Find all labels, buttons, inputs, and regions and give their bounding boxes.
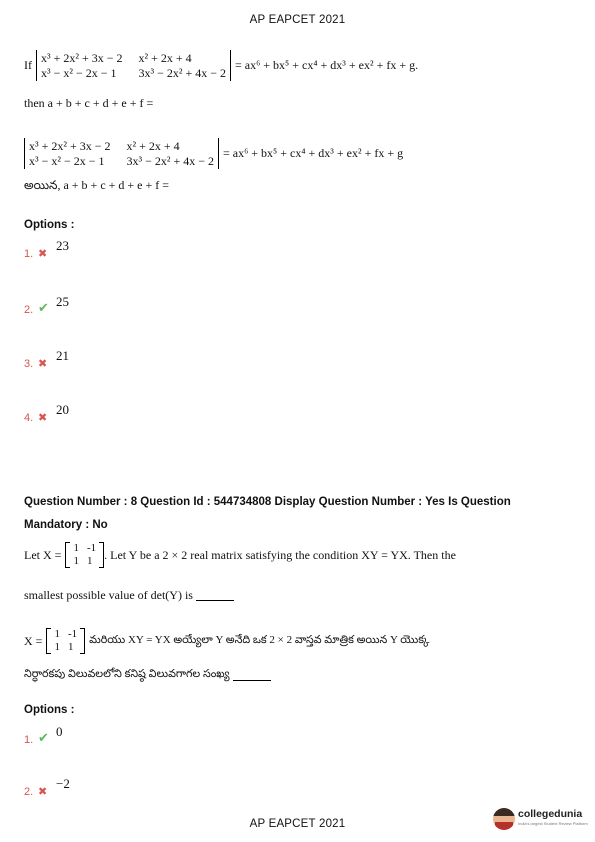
logo-tagline: India's largest Student Review Platform [518, 821, 588, 826]
cross-icon: ✖ [38, 786, 48, 798]
matrix-cell: -1 [67, 628, 78, 640]
det-cell: x² + 2x + 4 [138, 51, 192, 65]
q2-line-te-1 [24, 628, 429, 654]
option-number: 4. [24, 412, 34, 424]
det-cell: 3x³ − 2x² + 4x − 2 [138, 66, 226, 80]
mascot-icon [493, 808, 515, 830]
det-cell: x³ + 2x² + 3x − 2 [41, 51, 123, 65]
page-header: AP EAPCET 2021 [249, 14, 346, 26]
q2-line-te-2 [24, 668, 271, 683]
matrix-cell: 1 [73, 542, 79, 554]
det-cell: x³ + 2x² + 3x − 2 [29, 139, 111, 153]
option-value: 23 [56, 238, 69, 253]
matrix-x [46, 628, 85, 654]
check-icon: ✔ [38, 730, 49, 745]
option-value: 25 [56, 294, 69, 309]
check-icon: ✔ [38, 300, 49, 315]
det-cell: x³ − x² − 2x − 1 [41, 66, 117, 80]
q1-rhs-te: = ax⁶ + bx⁵ + cx⁴ + dx³ + ex² + fx + g [223, 146, 404, 160]
collegedunia-logo[interactable] [493, 808, 588, 830]
q1-then-te: అయిన, a + b + c + d + e + f = [24, 178, 170, 192]
question-header: Question Number : 8 Question Id : 544734808 Display Question Number : Yes Is Question Mandatory : No [24, 496, 511, 531]
option-2[interactable] [24, 776, 70, 798]
option-number: 1. [24, 734, 34, 746]
q2-line-en-1 [24, 542, 456, 568]
answer-blank [233, 670, 271, 681]
let-x-label: Let X = [24, 547, 62, 562]
determinant-grid [37, 50, 230, 81]
determinant-grid [25, 138, 218, 169]
q2-text-en-1: . Let Y be a 2 × 2 real matrix satisfying the condition XY = YX. Then the [104, 547, 456, 562]
option-3[interactable] [24, 348, 69, 370]
q2-text-en-2: smallest possible value of det(Y) is [24, 588, 193, 602]
matrix-cell: 1 [67, 641, 74, 653]
logo-name: collegedunia [518, 808, 583, 820]
det-cell: 3x³ − 2x² + 4x − 2 [126, 154, 214, 168]
q1-determinant-en [24, 50, 418, 81]
q2-text-te-1: మరియు XY = YX అయ్యేలా Y అనేది ఒక 2 × 2 వాస్తవ మాత్రిక అయిన Y యొక్క [89, 633, 430, 646]
option-number: 3. [24, 358, 34, 370]
option-value: 21 [56, 348, 69, 363]
cross-icon: ✖ [38, 248, 48, 260]
cross-icon: ✖ [38, 358, 48, 370]
q1-options-title: Options : [24, 219, 75, 231]
q1-prefix: If [24, 58, 32, 72]
option-1[interactable] [24, 238, 69, 260]
cross-icon: ✖ [38, 412, 48, 424]
x-eq-label: X = [24, 633, 43, 648]
q2-line-en-2 [24, 588, 234, 603]
page-footer: AP EAPCET 2021 [249, 818, 346, 830]
option-4[interactable] [24, 402, 69, 424]
option-number: 2. [24, 304, 34, 316]
matrix-cell: 1 [54, 641, 60, 653]
option-number: 1. [24, 248, 34, 260]
det-cell: x² + 2x + 4 [126, 139, 180, 153]
q2-options-title: Options : [24, 704, 75, 716]
option-value: 20 [56, 402, 69, 417]
q1-determinant-te [24, 138, 403, 169]
option-number: 2. [24, 786, 34, 798]
matrix-cell: 1 [86, 555, 93, 567]
q2-text-te-2: నిర్ధారకపు విలువలలోని కనిష్ఠ విలువగాగల సంఖ్య [24, 668, 230, 680]
matrix-cell: 1 [73, 555, 79, 567]
option-2[interactable] [24, 294, 69, 316]
det-cell: x³ − x² − 2x − 1 [29, 154, 105, 168]
option-value: −2 [56, 776, 70, 791]
option-1[interactable] [24, 724, 63, 746]
answer-blank [196, 590, 234, 601]
q1-then-en: then a + b + c + d + e + f = [24, 96, 154, 110]
option-value: 0 [56, 724, 63, 739]
q1-rhs-en: = ax⁶ + bx⁵ + cx⁴ + dx³ + ex² + fx + g. [235, 58, 419, 72]
matrix-x [65, 542, 104, 568]
matrix-cell: -1 [86, 542, 97, 554]
matrix-cell: 1 [54, 628, 60, 640]
